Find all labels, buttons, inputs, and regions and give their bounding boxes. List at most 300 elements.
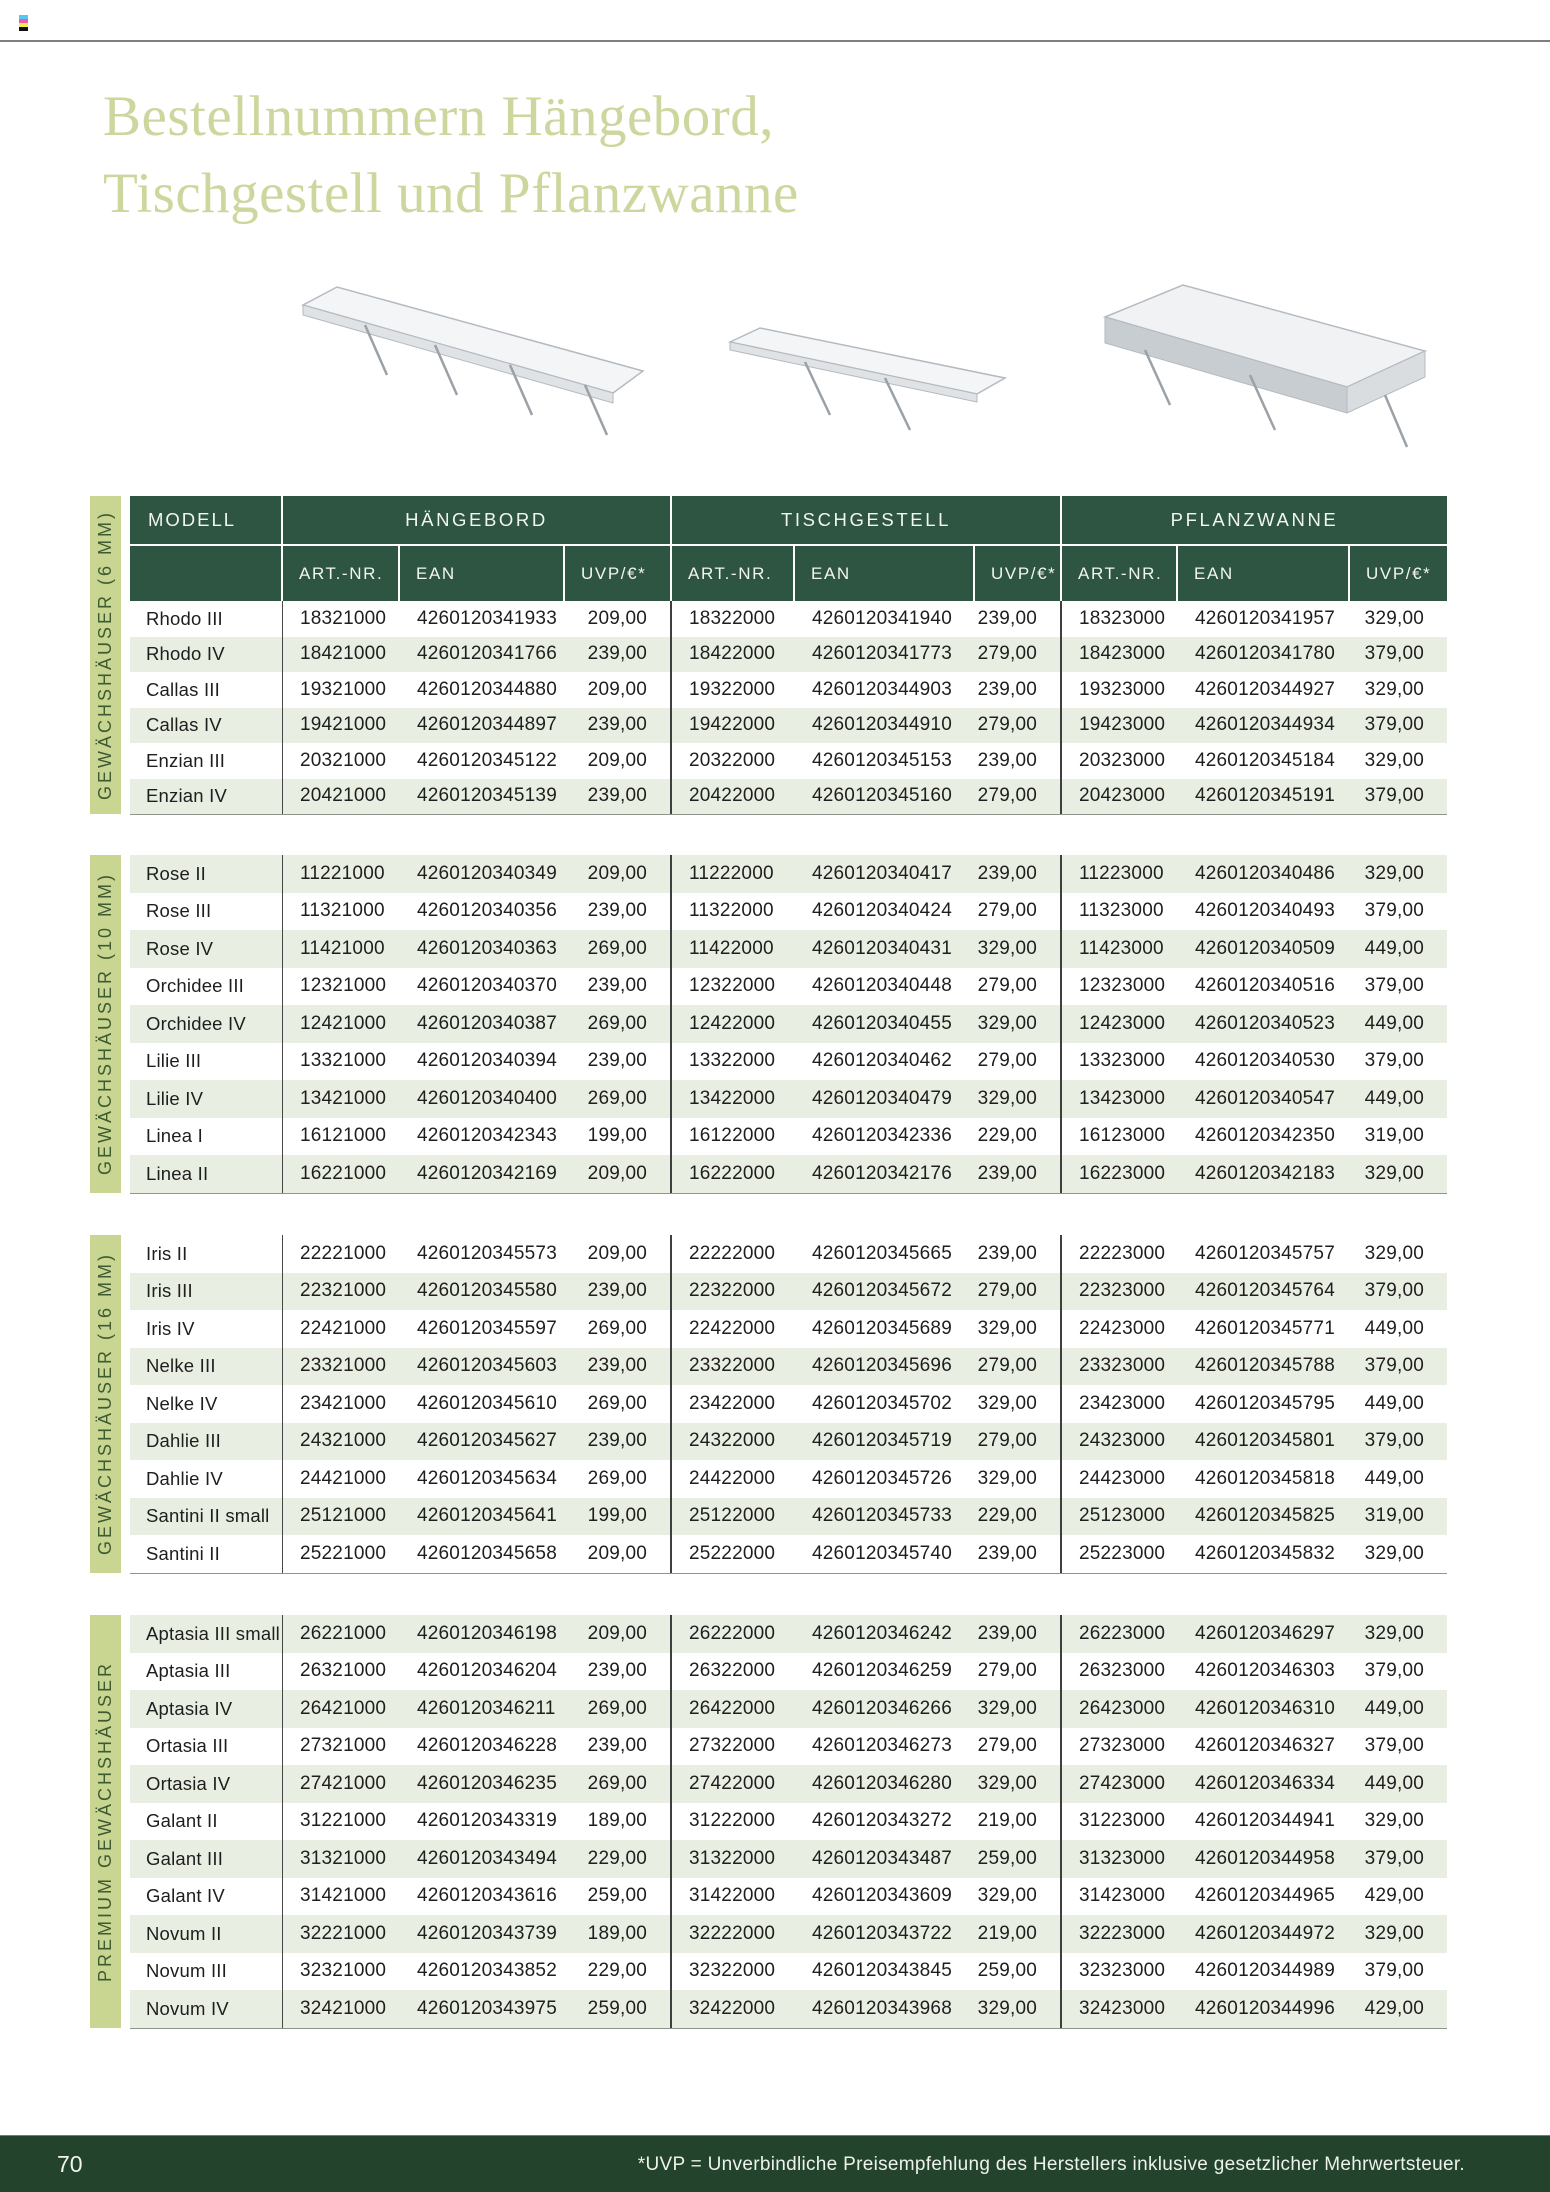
ean-cell: 4260120345832 [1195, 1542, 1335, 1564]
art-nr-cell: 26321000 [300, 1660, 387, 1682]
price-cell: 239,00 [565, 968, 672, 1006]
top-divider [0, 40, 1550, 42]
section-label-text: GEWÄCHSHÄUSER (10 MM) [95, 872, 115, 1176]
art-nr-cell: 13422000 [689, 1087, 776, 1109]
table-row [130, 1953, 1447, 1991]
price-cell: 329,00 [975, 1460, 1062, 1498]
column-group-tischgestell: TISCHGESTELL [672, 496, 1062, 544]
ean-cell: 4260120343739 [417, 1922, 557, 1944]
table-row [130, 708, 1447, 744]
art-nr-cell: 11421000 [300, 937, 385, 959]
art-nr-cell: 24422000 [689, 1467, 776, 1489]
ean-cell: 4260120340370 [417, 975, 557, 997]
table-row [130, 1840, 1447, 1878]
art-nr-cell: 22421000 [300, 1317, 387, 1339]
art-nr-cell: 18322000 [689, 607, 776, 629]
price-cell: 269,00 [565, 1310, 672, 1348]
model-cell: Aptasia III [130, 1653, 283, 1691]
art-nr-cell: 13323000 [1079, 1050, 1166, 1072]
ean-cell: 4260120340479 [812, 1087, 952, 1109]
art-nr-cell: 22222000 [689, 1242, 776, 1264]
art-nr-cell: 18421000 [300, 643, 387, 665]
price-cell: 279,00 [975, 1653, 1062, 1691]
ean-cell: 4260120341957 [1195, 607, 1335, 629]
art-nr-cell: 23321000 [300, 1355, 387, 1377]
art-nr-cell: 19321000 [300, 678, 387, 700]
art-nr-cell: 32421000 [300, 1997, 387, 2019]
ean-cell: 4260120345160 [812, 785, 952, 807]
table-row [130, 893, 1447, 931]
model-cell: Galant III [130, 1840, 283, 1878]
price-cell: 379,00 [1364, 1280, 1424, 1302]
art-nr-cell: 26421000 [300, 1697, 387, 1719]
table-row [130, 1690, 1447, 1728]
ean-cell: 4260120345702 [812, 1392, 952, 1414]
price-cell: 449,00 [1364, 1697, 1424, 1719]
art-nr-cell: 27323000 [1079, 1735, 1166, 1757]
price-cell: 329,00 [975, 930, 1062, 968]
ean-cell: 4260120343487 [812, 1847, 952, 1869]
ean-cell: 4260120345733 [812, 1505, 952, 1527]
price-cell: 269,00 [565, 1385, 672, 1423]
ean-cell: 4260120346259 [812, 1660, 952, 1682]
price-cell: 229,00 [975, 1118, 1062, 1156]
title-line-2: Tischgestell und Pflanzwanne [103, 162, 799, 225]
ean-cell: 4260120345627 [417, 1430, 557, 1452]
ean-cell: 4260120340486 [1195, 862, 1335, 884]
price-cell: 379,00 [1364, 643, 1424, 665]
ean-cell: 4260120343722 [812, 1922, 952, 1944]
price-cell: 329,00 [1364, 607, 1424, 629]
art-nr-cell: 25222000 [689, 1542, 776, 1564]
model-cell: Enzian III [130, 743, 283, 779]
art-nr-cell: 26223000 [1079, 1622, 1166, 1644]
ean-cell: 4260120345757 [1195, 1242, 1335, 1264]
price-cell: 239,00 [975, 1535, 1062, 1573]
ean-cell: 4260120340431 [812, 937, 952, 959]
art-nr-cell: 18323000 [1079, 607, 1166, 629]
model-cell: Orchidee IV [130, 1005, 283, 1043]
ean-cell: 4260120341773 [812, 643, 952, 665]
ean-cell: 4260120344972 [1195, 1922, 1335, 1944]
price-cell: 279,00 [975, 1348, 1062, 1386]
ean-cell: 4260120345580 [417, 1280, 557, 1302]
model-cell: Novum III [130, 1953, 283, 1991]
table-row [130, 1653, 1447, 1691]
price-cell: 269,00 [565, 1690, 672, 1728]
ean-cell: 4260120344903 [812, 678, 952, 700]
price-cell: 239,00 [975, 855, 1062, 893]
ean-cell: 4260120346242 [812, 1622, 952, 1644]
art-nr-cell: 11322000 [689, 900, 774, 922]
price-cell: 269,00 [565, 1080, 672, 1118]
table-row [130, 1155, 1447, 1193]
art-nr-cell: 31421000 [300, 1885, 387, 1907]
ean-cell: 4260120346211 [417, 1697, 556, 1719]
table-row [130, 672, 1447, 708]
ean-cell: 4260120343494 [417, 1847, 557, 1869]
ean-cell: 4260120342176 [812, 1162, 952, 1184]
table-row [130, 637, 1447, 673]
ean-cell: 4260120340417 [812, 862, 952, 884]
ean-cell: 4260120340516 [1195, 975, 1335, 997]
art-nr-cell: 19423000 [1079, 714, 1166, 736]
price-cell: 209,00 [565, 1615, 672, 1653]
table-row [130, 601, 1447, 637]
price-cell: 429,00 [1364, 1997, 1424, 2019]
art-nr-cell: 12422000 [689, 1012, 776, 1034]
art-nr-cell: 19422000 [689, 714, 776, 736]
ean-cell: 4260120340530 [1195, 1050, 1335, 1072]
art-nr-cell: 13421000 [300, 1087, 387, 1109]
model-cell: Galant II [130, 1803, 283, 1841]
ean-cell: 4260120340387 [417, 1012, 557, 1034]
art-nr-cell: 22321000 [300, 1280, 387, 1302]
price-cell: 279,00 [975, 1043, 1062, 1081]
price-cell: 269,00 [565, 1460, 672, 1498]
ean-cell: 4260120345795 [1195, 1392, 1335, 1414]
ean-cell: 4260120340547 [1195, 1087, 1335, 1109]
art-nr-cell: 11321000 [300, 900, 385, 922]
ean-cell: 4260120345818 [1195, 1467, 1335, 1489]
art-nr-cell: 13322000 [689, 1050, 776, 1072]
art-nr-cell: 20322000 [689, 749, 776, 771]
price-cell: 229,00 [565, 1953, 672, 1991]
art-nr-cell: 23423000 [1079, 1392, 1166, 1414]
ean-cell: 4260120345658 [417, 1542, 557, 1564]
price-cell: 239,00 [565, 708, 672, 744]
art-nr-cell: 18422000 [689, 643, 776, 665]
price-cell: 379,00 [1364, 785, 1424, 807]
art-nr-cell: 16222000 [689, 1162, 776, 1184]
price-cell: 189,00 [565, 1803, 672, 1841]
art-nr-cell: 31322000 [689, 1847, 776, 1869]
price-cell: 379,00 [1364, 1430, 1424, 1452]
price-cell: 329,00 [1364, 1622, 1424, 1644]
art-nr-cell: 31422000 [689, 1885, 776, 1907]
price-cell: 279,00 [975, 637, 1062, 673]
table-row [130, 1005, 1447, 1043]
price-cell: 319,00 [1364, 1505, 1424, 1527]
ean-cell: 4260120345788 [1195, 1355, 1335, 1377]
art-nr-cell: 11222000 [689, 862, 774, 884]
price-cell: 239,00 [565, 1728, 672, 1766]
ean-cell: 4260120343845 [812, 1960, 952, 1982]
model-cell: Ortasia IV [130, 1765, 283, 1803]
ean-cell: 4260120346297 [1195, 1622, 1335, 1644]
ean-cell: 4260120341933 [417, 607, 557, 629]
column-header-ean: EAN [1178, 546, 1350, 601]
section-label-16mm [90, 1235, 121, 1573]
ean-cell: 4260120345801 [1195, 1430, 1335, 1452]
ean-cell: 4260120345764 [1195, 1280, 1335, 1302]
ean-cell: 4260120345740 [812, 1542, 952, 1564]
ean-cell: 4260120341940 [812, 607, 952, 629]
model-cell: Rose III [130, 893, 283, 931]
price-cell: 239,00 [565, 1423, 672, 1461]
price-cell: 379,00 [1364, 714, 1424, 736]
price-cell: 239,00 [975, 672, 1062, 708]
table-row [130, 1498, 1447, 1536]
ean-cell: 4260120345191 [1195, 785, 1335, 807]
ean-cell: 4260120345771 [1195, 1317, 1335, 1339]
product-image-tischgestell [715, 290, 1025, 455]
art-nr-cell: 25223000 [1079, 1542, 1166, 1564]
price-cell: 379,00 [1364, 975, 1424, 997]
table-row [130, 1080, 1447, 1118]
art-nr-cell: 24421000 [300, 1467, 387, 1489]
art-nr-cell: 26422000 [689, 1697, 776, 1719]
art-nr-cell: 31221000 [300, 1810, 387, 1832]
price-cell: 199,00 [565, 1118, 672, 1156]
model-cell: Galant IV [130, 1878, 283, 1916]
price-cell: 279,00 [975, 968, 1062, 1006]
ean-cell: 4260120342343 [417, 1125, 557, 1147]
price-cell: 259,00 [975, 1840, 1062, 1878]
art-nr-cell: 26322000 [689, 1660, 776, 1682]
art-nr-cell: 11223000 [1079, 862, 1164, 884]
price-cell: 329,00 [1364, 862, 1424, 884]
ean-cell: 4260120342350 [1195, 1125, 1335, 1147]
art-nr-cell: 25122000 [689, 1505, 776, 1527]
column-group-pflanzwanne: PFLANZWANNE [1170, 509, 1339, 530]
model-cell: Lilie IV [130, 1080, 283, 1118]
price-cell: 379,00 [1364, 1960, 1424, 1982]
ean-cell: 4260120345610 [417, 1392, 557, 1414]
price-cell: 239,00 [565, 1348, 672, 1386]
model-cell: Lilie III [130, 1043, 283, 1081]
model-cell: Linea I [130, 1118, 283, 1156]
ean-cell: 4260120343319 [417, 1810, 557, 1832]
column-header-uvp: UVP/€* [565, 546, 672, 601]
price-cell: 279,00 [975, 1423, 1062, 1461]
price-cell: 219,00 [975, 1915, 1062, 1953]
price-cell: 259,00 [565, 1878, 672, 1916]
art-nr-cell: 22322000 [689, 1280, 776, 1302]
ean-cell: 4260120346310 [1195, 1697, 1335, 1719]
page-title [103, 78, 799, 232]
price-cell: 239,00 [975, 1615, 1062, 1653]
column-header-ean: EAN [400, 546, 565, 601]
ean-cell: 4260120346280 [812, 1772, 952, 1794]
ean-cell: 4260120340462 [812, 1050, 952, 1072]
price-cell: 379,00 [1364, 1355, 1424, 1377]
model-cell: Iris III [130, 1273, 283, 1311]
ean-cell: 4260120342169 [417, 1162, 557, 1184]
section-label-text: PREMIUM GEWÄCHSHÄUSER [95, 1660, 115, 1982]
ean-cell: 4260120340400 [417, 1087, 557, 1109]
column-header-uvp: UVP/€* [975, 546, 1062, 601]
price-cell: 329,00 [975, 1765, 1062, 1803]
ean-cell: 4260120341766 [417, 643, 557, 665]
model-cell: Iris IV [130, 1310, 283, 1348]
art-nr-cell: 27321000 [300, 1735, 387, 1757]
art-nr-cell: 16221000 [300, 1162, 387, 1184]
ean-cell: 4260120345696 [812, 1355, 952, 1377]
section-label-text: GEWÄCHSHÄUSER (6 MM) [95, 509, 115, 800]
art-nr-cell: 32321000 [300, 1960, 387, 1982]
art-nr-cell: 12322000 [689, 975, 776, 997]
model-cell: Novum II [130, 1915, 283, 1953]
art-nr-cell: 26323000 [1079, 1660, 1166, 1682]
price-cell: 279,00 [975, 779, 1062, 815]
price-cell: 239,00 [565, 1273, 672, 1311]
column-header-modell: MODELL [130, 496, 283, 544]
price-cell: 449,00 [1364, 937, 1424, 959]
price-cell: 239,00 [975, 743, 1062, 779]
price-cell: 209,00 [565, 1155, 672, 1193]
model-cell: Santini II [130, 1535, 283, 1573]
art-nr-cell: 32422000 [689, 1997, 776, 2019]
art-nr-cell: 18423000 [1079, 643, 1166, 665]
art-nr-cell: 19323000 [1079, 678, 1166, 700]
ean-cell: 4260120346273 [812, 1735, 952, 1757]
table-row [130, 1915, 1447, 1953]
ean-cell: 4260120344989 [1195, 1960, 1335, 1982]
price-cell: 329,00 [975, 1878, 1062, 1916]
ean-cell: 4260120340509 [1195, 937, 1335, 959]
price-cell: 329,00 [1364, 1810, 1424, 1832]
price-cell: 279,00 [975, 708, 1062, 744]
table-row [130, 968, 1447, 1006]
table-section-16mm [130, 1235, 1447, 1574]
ean-cell: 4260120340394 [417, 1050, 557, 1072]
art-nr-cell: 26221000 [300, 1622, 387, 1644]
art-nr-cell: 22422000 [689, 1317, 776, 1339]
ean-cell: 4260120344965 [1195, 1885, 1335, 1907]
art-nr-cell: 23322000 [689, 1355, 776, 1377]
price-cell: 449,00 [1364, 1317, 1424, 1339]
price-cell: 279,00 [975, 893, 1062, 931]
page-footer [0, 2135, 1550, 2192]
price-cell: 239,00 [565, 1043, 672, 1081]
ean-cell: 4260120340448 [812, 975, 952, 997]
art-nr-cell: 27422000 [689, 1772, 776, 1794]
art-nr-cell: 20421000 [300, 785, 387, 807]
art-nr-cell: 24423000 [1079, 1467, 1166, 1489]
art-nr-cell: 16122000 [689, 1125, 776, 1147]
price-cell: 259,00 [975, 1953, 1062, 1991]
ean-cell: 4260120344958 [1195, 1847, 1335, 1869]
price-cell: 379,00 [1364, 1735, 1424, 1757]
art-nr-cell: 22323000 [1079, 1280, 1166, 1302]
product-image-haengebord [285, 255, 665, 450]
price-cell: 429,00 [1364, 1885, 1424, 1907]
section-label-10mm [90, 855, 121, 1193]
product-image-pflanzwanne [1085, 255, 1445, 460]
price-cell: 329,00 [975, 1310, 1062, 1348]
art-nr-cell: 25121000 [300, 1505, 387, 1527]
art-nr-cell: 22423000 [1079, 1317, 1166, 1339]
title-line-1: Bestellnummern Hängebord, [103, 85, 775, 148]
art-nr-cell: 20323000 [1079, 749, 1166, 771]
art-nr-cell: 24322000 [689, 1430, 776, 1452]
table-row [130, 1535, 1447, 1573]
price-cell: 209,00 [565, 855, 672, 893]
ean-cell: 4260120345672 [812, 1280, 952, 1302]
art-nr-cell: 18321000 [300, 607, 387, 629]
model-cell: Rhodo III [130, 601, 283, 637]
ean-cell: 4260120345184 [1195, 749, 1335, 771]
model-cell: Dahlie IV [130, 1460, 283, 1498]
ean-cell: 4260120345689 [812, 1317, 952, 1339]
ean-cell: 4260120345634 [417, 1467, 557, 1489]
model-cell: Rose IV [130, 930, 283, 968]
art-nr-cell: 13423000 [1079, 1087, 1166, 1109]
column-header-blank [130, 546, 283, 601]
table-row [130, 1385, 1447, 1423]
ean-cell: 4260120346334 [1195, 1772, 1335, 1794]
model-cell: Iris II [130, 1235, 283, 1273]
ean-cell: 4260120345573 [417, 1242, 557, 1264]
price-cell: 329,00 [975, 1385, 1062, 1423]
table-row [130, 1348, 1447, 1386]
price-cell: 199,00 [565, 1498, 672, 1536]
price-cell: 329,00 [975, 1080, 1062, 1118]
art-nr-cell: 11323000 [1079, 900, 1164, 922]
art-nr-cell: 31321000 [300, 1847, 387, 1869]
price-cell: 329,00 [975, 1005, 1062, 1043]
table-row [130, 1803, 1447, 1841]
model-cell: Nelke III [130, 1348, 283, 1386]
ean-cell: 4260120345122 [417, 749, 557, 771]
section-label-6mm [90, 496, 121, 814]
ean-cell: 4260120344927 [1195, 678, 1335, 700]
price-cell: 209,00 [565, 1235, 672, 1273]
table-row [130, 1235, 1447, 1273]
art-nr-cell: 12323000 [1079, 975, 1166, 997]
table-row [130, 1615, 1447, 1653]
table-row [130, 1118, 1447, 1156]
ean-cell: 4260120343609 [812, 1885, 952, 1907]
ean-cell: 4260120342183 [1195, 1162, 1335, 1184]
price-cell: 329,00 [1364, 678, 1424, 700]
ean-cell: 4260120340424 [812, 900, 952, 922]
price-cell: 329,00 [1364, 1922, 1424, 1944]
ean-cell: 4260120344996 [1195, 1997, 1335, 2019]
table-row [130, 743, 1447, 779]
art-nr-cell: 22223000 [1079, 1242, 1166, 1264]
price-cell: 329,00 [1364, 1242, 1424, 1264]
model-cell: Nelke IV [130, 1385, 283, 1423]
section-label-text: GEWÄCHSHÄUSER (16 MM) [95, 1252, 115, 1556]
art-nr-cell: 31222000 [689, 1810, 776, 1832]
ean-cell: 4260120340493 [1195, 900, 1335, 922]
price-cell: 239,00 [565, 637, 672, 673]
art-nr-cell: 32223000 [1079, 1922, 1166, 1944]
ean-cell: 4260120345603 [417, 1355, 557, 1377]
ean-cell: 4260120340363 [417, 937, 557, 959]
ean-cell: 4260120345153 [812, 749, 952, 771]
ean-cell: 4260120340349 [417, 862, 557, 884]
art-nr-cell: 32423000 [1079, 1997, 1166, 2019]
art-nr-cell: 20423000 [1079, 785, 1166, 807]
art-nr-cell: 12423000 [1079, 1012, 1166, 1034]
art-nr-cell: 27423000 [1079, 1772, 1166, 1794]
table-section-6mm [130, 601, 1447, 815]
model-cell: Enzian IV [130, 779, 283, 815]
section-label-premium [90, 1615, 121, 2028]
art-nr-cell: 32322000 [689, 1960, 776, 1982]
table-row [130, 930, 1447, 968]
price-cell: 269,00 [565, 1005, 672, 1043]
art-nr-cell: 19322000 [689, 678, 776, 700]
table-row [130, 1878, 1447, 1916]
table-header-sub-row [130, 546, 1447, 601]
table-row [130, 1043, 1447, 1081]
column-header-uvp: UVP/€* [1366, 563, 1432, 583]
column-header-art-nr: ART.-NR. [283, 546, 400, 601]
